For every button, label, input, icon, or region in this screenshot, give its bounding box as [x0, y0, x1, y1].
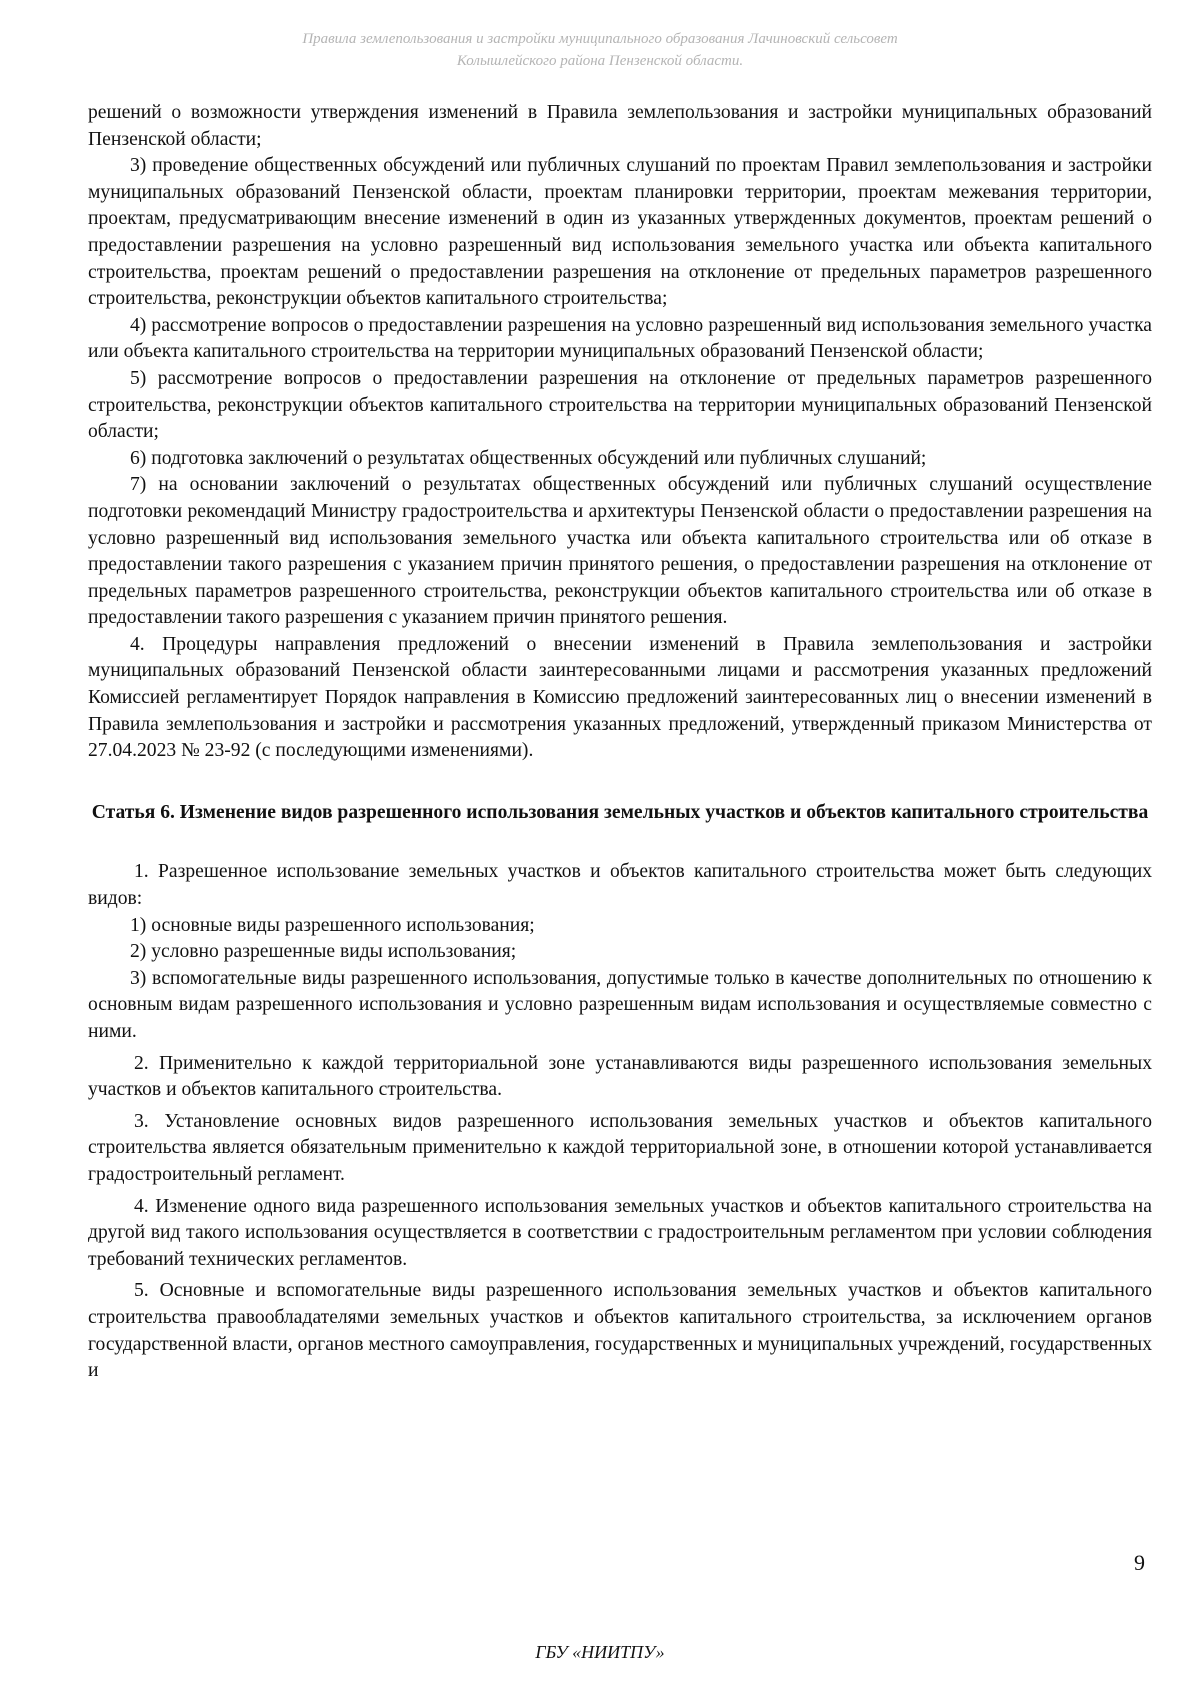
list-item-4: 4) рассмотрение вопросов о предоставлении разрешения на условно разрешенный вид использования земельного участка или объекта капитального строительства на территории муниципальных образований Пензенской области; — [88, 314, 1152, 363]
article-clause-5: 5. Основные и вспомогательные виды разрешенного использования земельных участков и объектов капитального строительства правообладателями земельных участков и объектов капитального строительства, за исключением органов государственной власти, органов местного самоуправления, государственных и муниципальных учреждений, государственных и — [88, 1280, 1152, 1382]
page-number: 9 — [1134, 1550, 1145, 1575]
running-header — [0, 28, 1200, 72]
list-item-6: 6) подготовка заключений о результатах общественных обсуждений или публичных слушаний; — [130, 447, 927, 469]
list-item-3: 3) проведение общественных обсуждений или публичных слушаний по проектам Правил землепользования и застройки муниципальных образований Пензенской области, проектам планировки территории, проектам межевания территории, проектам, предусматривающим внесение изменений в один из указанных утвержденных документов, проектам решений о предоставлении разрешения на условно разрешенный вид использования земельного участка или объекта капитального строительства, проектам решений о предоставлении разрешения на отклонение от предельных параметров разрешенного строительства, реконструкции объектов капитального строительства; — [88, 155, 1152, 310]
running-footer: ГБУ «НИИТПУ» — [535, 1642, 665, 1662]
document-body — [88, 100, 1152, 1385]
article-item-3: 3) вспомогательные виды разрешенного использования, допустимые только в качестве дополнительных по отношению к основным видам разрешенного использования и условно разрешенным видам использования и осуществляемые совместно с ними. — [88, 967, 1152, 1042]
running-header-line-2: Колышлейского района Пензенской области. — [456, 53, 744, 69]
article-item-2: 2) условно разрешенные виды использования; — [130, 941, 517, 963]
article-clause-2: 2. Применительно к каждой территориальной зоне устанавливаются виды разрешенного использования земельных участков и объектов капитального строительства. — [88, 1052, 1152, 1101]
list-item-7: 7) на основании заключений о результатах общественных обсуждений или публичных слушаний осуществление подготовки рекомендаций Министру градостроительства и архитектуры Пензенской области о предоставлении разрешения на условно разрешенный вид использования земельного участка или объекта капитального строительства или об отказе в предоставлении такого разрешения с указанием причин принятого решения, о предоставлении разрешения на отклонение от предельных параметров разрешенного строительства, реконструкции объектов капитального строительства или об отказе в предоставлении такого разрешения с указанием причин принятого решения. — [88, 474, 1152, 629]
article-item-1: 1) основные виды разрешенного использования; — [130, 914, 535, 936]
article-heading: Статья 6. Изменение видов разрешенного использования земельных участков и объектов капитального строительства — [91, 801, 1149, 823]
article-clause-3: 3. Установление основных видов разрешенного использования земельных участков и объектов капитального строительства является обязательным применительно к каждой территориальной зоне, в отношении которой устанавливается градостроительный регламент. — [88, 1110, 1152, 1185]
running-header-line-1: Правила землепользования и застройки муниципального образования Лачиновский сельсовет — [302, 31, 898, 47]
paragraph-continuation: решений о возможности утверждения изменений в Правила землепользования и застройки муниципальных образований Пензенской области; — [88, 102, 1152, 150]
clause-4: 4. Процедуры направления предложений о внесении изменений в Правила землепользования и застройки муниципальных образований Пензенской области заинтересованными лицами и рассмотрения указанных предложений Комиссией регламентирует Порядок направления в Комиссию предложений заинтересованных лиц о внесении изменений в Правила землепользования и застройки и рассмотрения указанных предложений, утвержденный приказом Министерства от 27.04.2023 № 23-92 (с последующими изменениями). — [88, 633, 1152, 762]
article-clause-1: 1. Разрешенное использование земельных участков и объектов капитального строительства может быть следующих видов: — [88, 861, 1152, 910]
list-item-5: 5) рассмотрение вопросов о предоставлении разрешения на отклонение от предельных параметров разрешенного строительства, реконструкции объектов капитального строительства на территории муниципальных образований Пензенской области; — [88, 367, 1152, 443]
article-clause-4: 4. Изменение одного вида разрешенного использования земельных участков и объектов капитального строительства на другой вид такого использования осуществляется в соответствии с градостроительным регламентом при условии соблюдения требований технических регламентов. — [88, 1195, 1152, 1270]
